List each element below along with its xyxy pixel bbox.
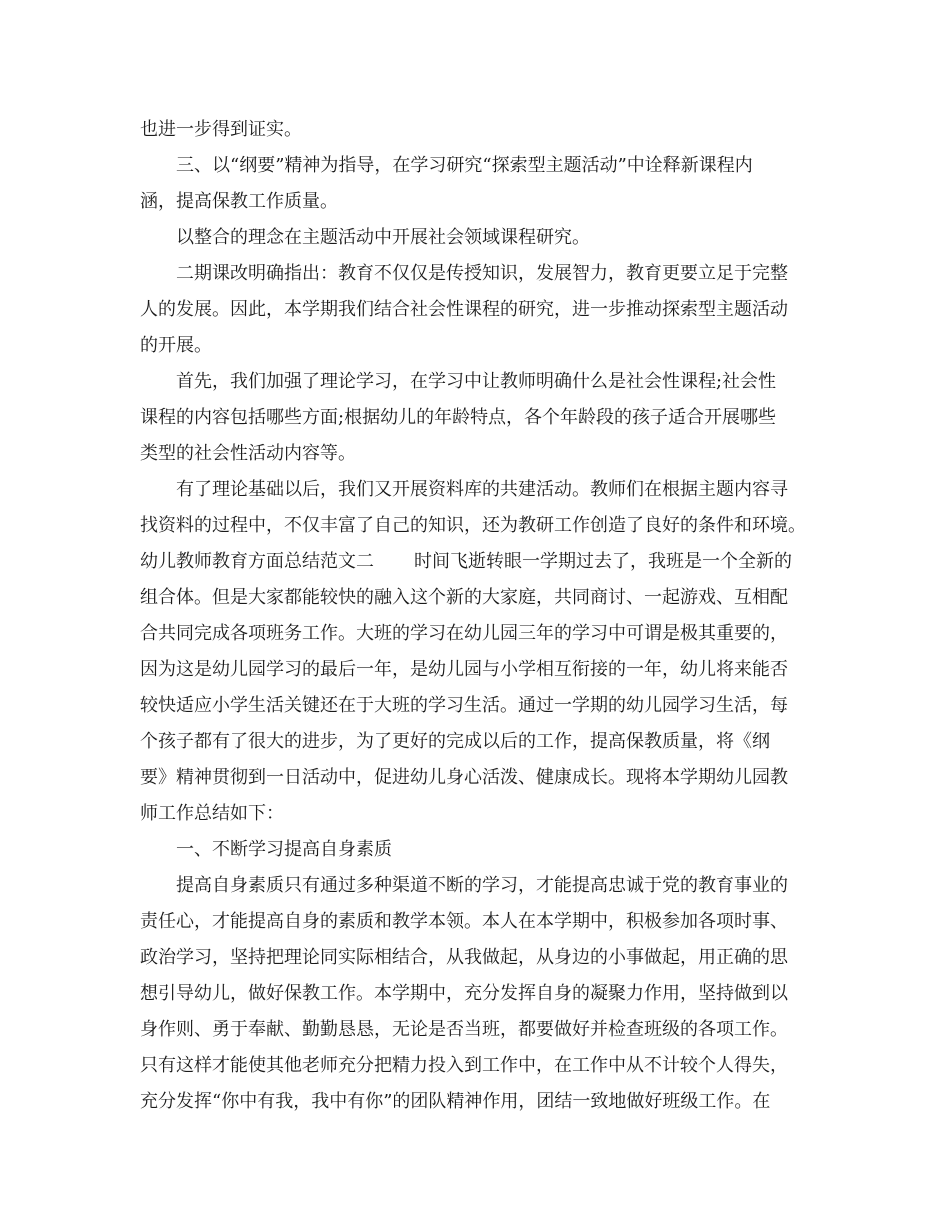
- text-line: 人的发展。因此，本学期我们结合社会性课程的研究，进一步推动探索型主题活动: [140, 299, 788, 320]
- text-line: 合共同完成各项班务工作。大班的学习在幼儿园三年的学习中可谓是极其重要的，: [140, 623, 788, 644]
- text-line: 的开展。: [140, 335, 212, 356]
- text-line: 只有这样才能使其他老师充分把精力投入到工作中，在工作中从不计较个人得失，: [140, 1055, 788, 1076]
- text-line: 有了理论基础以后，我们又开展资料库的共建活动。教师们在根据主题内容寻: [176, 479, 788, 500]
- text-line: 涵，提高保教工作质量。: [140, 191, 338, 212]
- text-line: 想引导幼儿，做好保教工作。本学期中，充分发挥自身的凝聚力作用，坚持做到以: [140, 983, 788, 1004]
- text-line: 找资料的过程中，不仅丰富了自己的知识，还为教研工作创造了良好的条件和环境。: [140, 515, 806, 536]
- text-line: 师工作总结如下：: [140, 803, 284, 824]
- section-heading: 一、不断学习提高自身素质: [176, 839, 392, 860]
- text-line: 时间飞逝转眼一学期过去了，我班是一个全新的: [414, 551, 792, 572]
- text-line: 因为这是幼儿园学习的最后一年，是幼儿园与小学相互衔接的一年，幼儿将来能否: [140, 659, 788, 680]
- text-line: 政治学习，坚持把理论同实际相结合，从我做起，从身边的小事做起，用正确的思: [140, 947, 788, 968]
- text-line: 以整合的理念在主题活动中开展社会领域课程研究。: [176, 227, 590, 248]
- section-heading: 三、以“纲要”精神为指导，在学习研究“探索型主题活动”中诠释新课程内: [176, 155, 753, 176]
- text-line: 责任心，才能提高自身的素质和教学本领。本人在本学期中，积极参加各项时事、: [140, 911, 788, 932]
- text-line: 个孩子都有了很大的进步，为了更好的完成以后的工作，提高保教质量，将《纲: [140, 731, 770, 752]
- text-line: 充分发挥“你中有我，我中有你”的团队精神作用，团结一致地做好班级工作。在: [140, 1091, 771, 1112]
- text-line: 首先，我们加强了理论学习，在学习中让教师明确什么是社会性课程;社会性: [176, 371, 777, 392]
- text-line: 课程的内容包括哪些方面;根据幼儿的年龄特点，各个年龄段的孩子适合开展哪些: [140, 407, 777, 428]
- text-line: 较快适应小学生活关键还在于大班的学习生活。通过一学期的幼儿园学习生活，每: [140, 695, 788, 716]
- title-line: [140, 544, 820, 580]
- text-line: 提高自身素质只有通过多种渠道不断的学习，才能提高忠诚于党的教育事业的: [176, 875, 788, 896]
- body-text: [140, 112, 820, 1120]
- text-line: 身作则、勇于奉献、勤勤恳恳，无论是否当班，都要做好并检查班级的各项工作。: [140, 1019, 788, 1040]
- text-line: 组合体。但是大家都能较快的融入这个新的大家庭，共同商讨、一起游戏、互相配: [140, 587, 788, 608]
- document-title: 幼儿教师教育方面总结范文二: [140, 551, 374, 572]
- text-line: 二期课改明确指出：教育不仅仅是传授知识，发展智力，教育更要立足于完整: [176, 263, 788, 284]
- text-line: 要》精神贯彻到一日活动中，促进幼儿身心活泼、健康成长。现将本学期幼儿园教: [140, 767, 788, 788]
- text-line: 也进一步得到证实。: [140, 119, 302, 140]
- text-line: 类型的社会性活动内容等。: [140, 443, 356, 464]
